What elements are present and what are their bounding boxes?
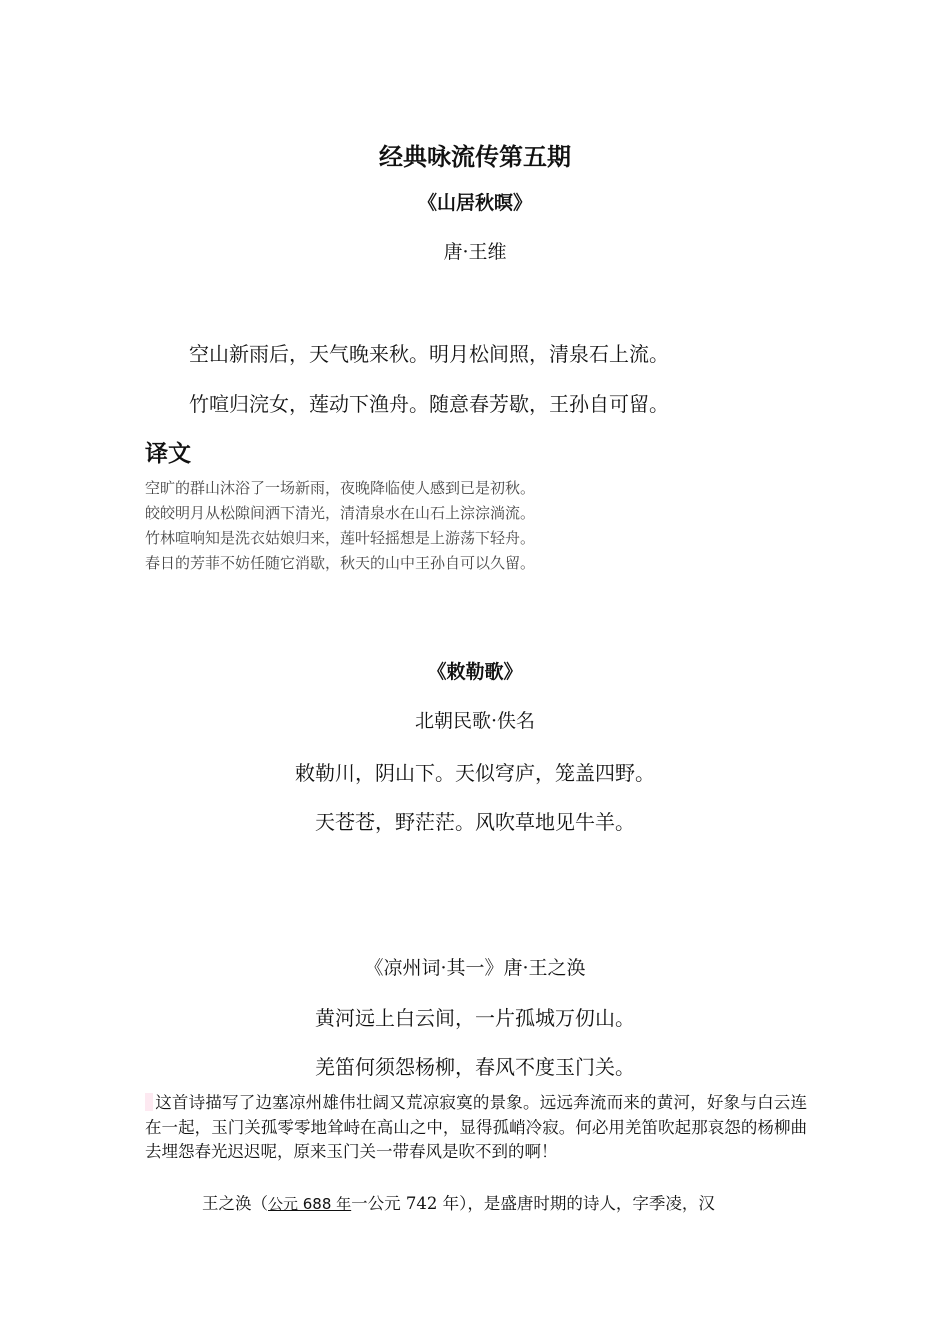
poem1-author: 唐·王维	[443, 241, 507, 263]
translation-line-3: 竹林喧响知是洗衣姑娘归来，莲叶轻摇想是上游荡下轻舟。	[145, 529, 536, 547]
translation-line-2: 皎皎明月从松隙间洒下清光，清清泉水在山石上淙淙淌流。	[145, 504, 536, 522]
poem2-title: 《敕勒歌》	[427, 661, 523, 683]
bio-suffix: 一公元 742 年），是盛唐时期的诗人，字季凌，汉	[351, 1194, 715, 1213]
commentary-text: 这首诗描写了边塞凉州雄伟壮阔又荒凉寂寞的景象。远远奔流而来的黄河，好象与白云连在一起，玉门关孤零零地耸峙在高山之中，显得孤峭冷寂。何必用羌笛吹起那哀怨的杨柳曲去埋怨春光迟迟呢，原来玉门关一带春风是吹不到的啊！	[145, 1093, 807, 1161]
poem1-title: 《山居秋暝》	[417, 192, 532, 214]
translation-heading: 译文	[145, 441, 191, 467]
translation-line-1: 空旷的群山沐浴了一场新雨，夜晚降临使人感到已是初秋。	[145, 479, 536, 497]
poem3-title: 《凉州词·其一》唐·王之涣	[364, 957, 586, 979]
poem1-line-2: 竹喧归浣女，莲动下渔舟。随意春芳歇，王孙自可留。	[189, 392, 669, 416]
highlight-mark	[145, 1093, 153, 1111]
bio-date-link[interactable]: 公元 688 年	[268, 1195, 352, 1213]
commentary-paragraph	[145, 1091, 807, 1165]
bio-prefix: 王之涣（	[202, 1194, 268, 1213]
poem3-line-1: 黄河远上白云间，一片孤城万仞山。	[315, 1006, 635, 1030]
poem2-line-2: 天苍苍，野茫茫。风吹草地见牛羊。	[315, 810, 635, 834]
document-title: 经典咏流传第五期	[379, 142, 571, 171]
translation-line-4: 春日的芳菲不妨任随它消歇，秋天的山中王孙自可以久留。	[145, 554, 536, 572]
bio-paragraph	[202, 1190, 715, 1214]
poem2-line-1: 敕勒川，阴山下。天似穹庐，笼盖四野。	[295, 761, 655, 785]
poem1-line-1: 空山新雨后，天气晚来秋。明月松间照，清泉石上流。	[189, 342, 669, 366]
poem2-author: 北朝民歌·佚名	[414, 710, 536, 732]
poem3-line-2: 羌笛何须怨杨柳，春风不度玉门关。	[315, 1055, 635, 1079]
